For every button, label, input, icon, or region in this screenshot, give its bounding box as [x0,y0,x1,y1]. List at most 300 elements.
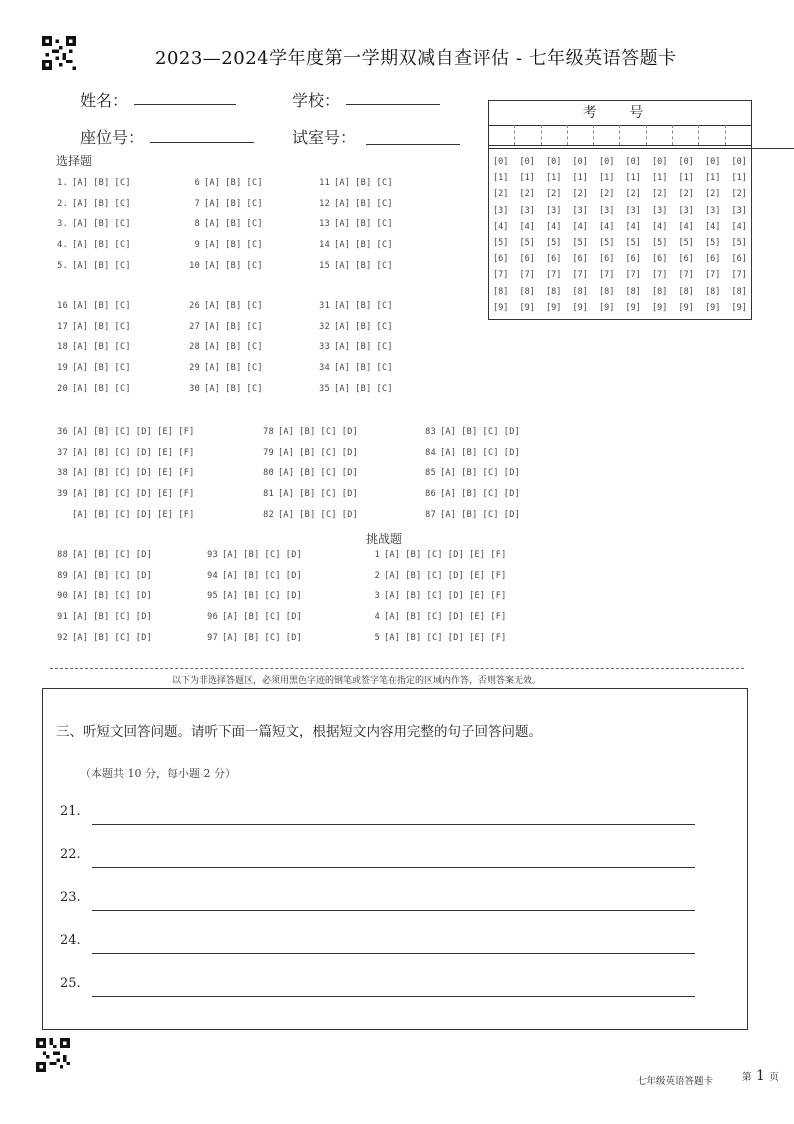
answer-bubble[interactable]: [D] [285,632,303,643]
exam-id-bubble[interactable]: [4] [519,221,535,232]
answer-bubble[interactable]: [C] [114,342,131,353]
exam-id-bubble[interactable]: [3] [625,205,641,216]
answer-bubble[interactable]: [C] [246,198,263,209]
exam-id-bubble[interactable]: [3] [599,205,615,216]
exam-id-bubble[interactable]: [8] [652,286,668,297]
answer-bubble[interactable]: [D] [135,447,153,458]
answer-bubble[interactable]: [B] [93,219,110,230]
exam-id-bubble[interactable]: [8] [599,286,615,297]
exam-id-bubble[interactable]: [5] [678,238,694,248]
answer-bubble[interactable]: [A] [334,321,351,332]
exam-id-bubble[interactable]: [3] [652,205,668,216]
answer-bubble[interactable]: [B] [461,509,478,520]
exam-id-bubble[interactable]: [5] [599,238,615,248]
answer-bubble[interactable]: [D] [135,570,153,581]
answer-bubble[interactable]: [D] [447,632,465,643]
answer-bubble[interactable]: [B] [93,509,110,520]
exam-id-bubble[interactable]: [6] [572,254,588,265]
answer-bubble[interactable]: [C] [426,591,443,602]
exam-id-bubble[interactable]: [3] [493,205,509,216]
answer-bubble[interactable]: [A] [278,447,295,458]
answer-bubble[interactable]: [C] [246,219,263,230]
exam-id-bubble[interactable]: [8] [678,286,694,297]
answer-bubble[interactable]: [C] [264,591,281,602]
answer-bubble[interactable]: [A] [204,383,221,394]
exam-id-bubble[interactable]: [2] [731,189,747,200]
exam-id-bubble[interactable]: [7] [625,270,641,281]
exam-id-bubble[interactable]: [3] [678,205,694,216]
answer-bubble[interactable]: [C] [114,219,131,230]
answer-line-22[interactable] [92,867,695,868]
answer-bubble[interactable]: [F] [490,612,507,623]
exam-id-bubble[interactable]: [5] [546,238,562,248]
answer-bubble[interactable]: [C] [376,178,393,188]
answer-bubble[interactable]: [B] [225,260,242,271]
answer-bubble[interactable]: [B] [225,321,242,332]
answer-bubble[interactable]: [E] [469,550,486,560]
answer-bubble[interactable]: [C] [114,363,131,374]
answer-bubble[interactable]: [A] [72,550,89,560]
answer-bubble[interactable]: [C] [114,509,131,520]
exam-id-bubble[interactable]: [6] [678,254,694,265]
answer-bubble[interactable]: [A] [222,550,239,560]
answer-bubble[interactable]: [D] [341,489,359,500]
answer-bubble[interactable]: [F] [178,509,195,520]
answer-bubble[interactable]: [C] [376,321,393,332]
exam-id-bubble[interactable]: [4] [731,221,747,232]
answer-bubble[interactable]: [A] [334,178,351,188]
answer-bubble[interactable]: [B] [225,219,242,230]
answer-bubble[interactable]: [B] [225,198,242,209]
exam-id-bubble[interactable]: [8] [519,286,535,297]
name-field[interactable] [134,104,236,105]
exam-id-bubble[interactable]: [6] [519,254,535,265]
answer-bubble[interactable]: [C] [482,427,499,437]
answer-bubble[interactable]: [C] [114,301,131,311]
answer-bubble[interactable]: [A] [384,612,401,623]
exam-id-bubble[interactable]: [1] [519,173,535,184]
answer-bubble[interactable]: [D] [135,550,153,560]
answer-bubble[interactable]: [A] [440,447,457,458]
answer-bubble[interactable]: [C] [320,427,337,437]
room-field[interactable] [366,144,460,145]
exam-id-bubble[interactable]: [3] [705,205,721,216]
answer-bubble[interactable]: [A] [204,363,221,374]
answer-bubble[interactable]: [C] [114,591,131,602]
answer-bubble[interactable]: [C] [114,198,131,209]
answer-line-23[interactable] [92,910,695,911]
answer-bubble[interactable]: [A] [204,342,221,353]
answer-bubble[interactable]: [C] [482,468,499,479]
exam-id-bubble[interactable]: [4] [493,221,509,232]
answer-bubble[interactable]: [C] [114,570,131,581]
answer-bubble[interactable]: [A] [72,219,89,230]
exam-id-bubble[interactable]: [0] [599,157,615,167]
answer-bubble[interactable]: [A] [384,591,401,602]
exam-id-bubble[interactable]: [0] [731,157,747,167]
answer-bubble[interactable]: [D] [135,468,153,479]
exam-id-bubble[interactable]: [8] [705,286,721,297]
exam-id-bubble[interactable]: [2] [625,189,641,200]
answer-bubble[interactable]: [B] [93,260,110,271]
answer-bubble[interactable]: [A] [72,489,89,500]
exam-id-bubble[interactable]: [2] [493,189,509,200]
answer-bubble[interactable]: [B] [93,198,110,209]
answer-bubble[interactable]: [D] [341,447,359,458]
answer-bubble[interactable]: [C] [114,240,131,251]
answer-bubble[interactable]: [A] [204,219,221,230]
answer-bubble[interactable]: [B] [299,427,316,437]
answer-bubble[interactable]: [A] [222,591,239,602]
answer-bubble[interactable]: [C] [246,260,263,271]
answer-bubble[interactable]: [A] [440,489,457,500]
answer-bubble[interactable]: [D] [447,591,465,602]
answer-bubble[interactable]: [F] [490,632,507,643]
answer-bubble[interactable]: [D] [503,427,521,437]
answer-bubble[interactable]: [A] [72,591,89,602]
exam-id-bubble[interactable]: [3] [546,205,562,216]
answer-bubble[interactable]: [C] [376,301,393,311]
exam-id-bubble[interactable]: [6] [625,254,641,265]
answer-bubble[interactable]: [A] [72,447,89,458]
answer-bubble[interactable]: [B] [225,240,242,251]
answer-bubble[interactable]: [E] [157,427,174,437]
answer-bubble[interactable]: [C] [264,612,281,623]
exam-id-bubble[interactable]: [0] [493,157,509,167]
answer-bubble[interactable]: [A] [384,570,401,581]
answer-line-24[interactable] [92,953,695,954]
answer-bubble[interactable]: [B] [225,383,242,394]
answer-bubble[interactable]: [A] [72,632,89,643]
answer-bubble[interactable]: [B] [93,383,110,394]
exam-id-bubble[interactable]: [5] [493,238,509,248]
answer-bubble[interactable]: [B] [405,612,422,623]
answer-bubble[interactable]: [B] [93,612,110,623]
answer-bubble[interactable]: [A] [204,301,221,311]
exam-id-bubble[interactable]: [5] [652,238,668,248]
answer-bubble[interactable]: [C] [114,260,131,271]
answer-bubble[interactable]: [D] [503,489,521,500]
exam-id-bubble[interactable]: [1] [705,173,721,184]
exam-id-bubble[interactable]: [3] [731,205,747,216]
exam-id-bubble[interactable]: [4] [678,221,694,232]
answer-bubble[interactable]: [B] [93,178,110,188]
answer-bubble[interactable]: [C] [264,550,281,560]
answer-bubble[interactable]: [F] [490,550,507,560]
answer-bubble[interactable]: [E] [469,570,486,581]
answer-bubble[interactable]: [D] [503,468,521,479]
answer-bubble[interactable]: [D] [285,612,303,623]
answer-bubble[interactable]: [D] [135,509,153,520]
answer-bubble[interactable]: [D] [135,427,153,437]
answer-bubble[interactable]: [C] [114,550,131,560]
answer-bubble[interactable]: [A] [204,178,221,188]
exam-id-cells[interactable] [489,125,751,146]
exam-id-bubble[interactable]: [1] [678,173,694,184]
answer-bubble[interactable]: [C] [482,447,499,458]
exam-id-bubble[interactable]: [1] [546,173,562,184]
answer-bubble[interactable]: [C] [264,632,281,643]
exam-id-bubble[interactable]: [7] [705,270,721,281]
answer-bubble[interactable]: [E] [157,447,174,458]
answer-bubble[interactable]: [B] [93,363,110,374]
answer-bubble[interactable]: [C] [482,509,499,520]
answer-bubble[interactable]: [A] [72,321,89,332]
answer-bubble[interactable]: [D] [503,447,521,458]
exam-id-bubble[interactable]: [6] [599,254,615,265]
answer-bubble[interactable]: [A] [204,321,221,332]
exam-id-bubble[interactable]: [4] [625,221,641,232]
answer-bubble[interactable]: [B] [405,591,422,602]
exam-id-bubble[interactable]: [6] [705,254,721,265]
answer-bubble[interactable]: [D] [341,468,359,479]
exam-id-bubble[interactable]: [4] [599,221,615,232]
answer-bubble[interactable]: [B] [93,321,110,332]
answer-bubble[interactable]: [A] [72,468,89,479]
answer-bubble[interactable]: [A] [278,468,295,479]
answer-bubble[interactable]: [B] [355,260,372,271]
answer-bubble[interactable]: [C] [320,509,337,520]
answer-bubble[interactable]: [C] [246,301,263,311]
answer-bubble[interactable]: [D] [341,427,359,437]
exam-id-bubble[interactable]: [0] [705,157,721,167]
answer-bubble[interactable]: [B] [243,591,260,602]
answer-bubble[interactable]: [A] [72,198,89,209]
answer-bubble[interactable]: [A] [334,342,351,353]
answer-bubble[interactable]: [A] [72,383,89,394]
exam-id-bubble[interactable]: [9] [572,302,588,313]
answer-bubble[interactable]: [B] [355,342,372,353]
answer-bubble[interactable]: [B] [93,489,110,500]
exam-id-bubble[interactable]: [1] [625,173,641,184]
exam-id-bubble[interactable]: [3] [572,205,588,216]
exam-id-bubble[interactable]: [9] [546,302,562,313]
answer-bubble[interactable]: [C] [426,612,443,623]
answer-bubble[interactable]: [E] [469,612,486,623]
answer-bubble[interactable]: [A] [334,240,351,251]
exam-id-bubble[interactable]: [0] [625,157,641,167]
exam-id-bubble[interactable]: [9] [731,302,747,313]
answer-bubble[interactable]: [A] [278,509,295,520]
answer-bubble[interactable]: [B] [355,301,372,311]
answer-bubble[interactable]: [C] [376,219,393,230]
answer-bubble[interactable]: [C] [246,240,263,251]
exam-id-bubble[interactable]: [4] [705,221,721,232]
answer-bubble[interactable]: [B] [243,570,260,581]
exam-id-bubble[interactable]: [7] [678,270,694,281]
answer-bubble[interactable]: [B] [93,570,110,581]
answer-bubble[interactable]: [B] [93,550,110,560]
answer-bubble[interactable]: [B] [355,178,372,188]
exam-id-bubble[interactable]: [5] [731,238,747,248]
answer-bubble[interactable]: [B] [405,570,422,581]
answer-bubble[interactable]: [C] [376,342,393,353]
exam-id-bubble[interactable]: [9] [625,302,641,313]
answer-bubble[interactable]: [E] [157,509,174,520]
answer-bubble[interactable]: [B] [355,363,372,374]
answer-bubble[interactable]: [D] [447,612,465,623]
exam-id-bubble[interactable]: [1] [572,173,588,184]
exam-id-bubble[interactable]: [5] [519,238,535,248]
exam-id-bubble[interactable]: [2] [652,189,668,200]
answer-bubble[interactable]: [F] [490,591,507,602]
answer-bubble[interactable]: [D] [447,570,465,581]
answer-bubble[interactable]: [A] [334,383,351,394]
exam-id-bubble[interactable]: [6] [493,254,509,265]
answer-bubble[interactable]: [A] [222,612,239,623]
answer-bubble[interactable]: [B] [225,301,242,311]
exam-id-bubble[interactable]: [4] [546,221,562,232]
answer-bubble[interactable]: [A] [334,301,351,311]
exam-id-bubble[interactable]: [5] [705,238,721,248]
answer-bubble[interactable]: [C] [114,427,131,437]
answer-bubble[interactable]: [E] [157,489,174,500]
exam-id-bubble[interactable]: [2] [599,189,615,200]
answer-line-21[interactable] [92,824,695,825]
answer-bubble[interactable]: [F] [178,468,195,479]
answer-bubble[interactable]: [C] [320,447,337,458]
answer-bubble[interactable]: [A] [204,260,221,271]
answer-bubble[interactable]: [C] [320,489,337,500]
answer-bubble[interactable]: [C] [320,468,337,479]
answer-bubble[interactable]: [B] [299,509,316,520]
answer-bubble[interactable]: [B] [461,427,478,437]
answer-bubble[interactable]: [A] [72,570,89,581]
answer-bubble[interactable]: [A] [440,509,457,520]
answer-bubble[interactable]: [D] [135,591,153,602]
answer-bubble[interactable]: [C] [114,468,131,479]
answer-bubble[interactable]: [D] [447,550,465,560]
exam-id-bubble[interactable]: [8] [572,286,588,297]
answer-bubble[interactable]: [A] [440,468,457,479]
answer-bubble[interactable]: [F] [178,447,195,458]
answer-bubble[interactable]: [C] [246,178,263,188]
exam-id-bubble[interactable]: [9] [678,302,694,313]
exam-id-bubble[interactable]: [0] [572,157,588,167]
answer-bubble[interactable]: [B] [299,489,316,500]
exam-id-bubble[interactable]: [0] [678,157,694,167]
answer-bubble[interactable]: [D] [285,550,303,560]
exam-id-bubble[interactable]: [8] [625,286,641,297]
exam-id-bubble[interactable]: [2] [519,189,535,200]
answer-bubble[interactable]: [A] [334,198,351,209]
answer-bubble[interactable]: [A] [72,342,89,353]
answer-bubble[interactable]: [D] [285,591,303,602]
answer-bubble[interactable]: [E] [469,632,486,643]
answer-bubble[interactable]: [B] [355,219,372,230]
exam-id-bubble[interactable]: [6] [652,254,668,265]
answer-bubble[interactable]: [A] [278,489,295,500]
answer-bubble[interactable]: [A] [334,219,351,230]
answer-bubble[interactable]: [D] [135,632,153,643]
exam-id-bubble[interactable]: [9] [705,302,721,313]
answer-bubble[interactable]: [C] [114,612,131,623]
answer-bubble[interactable]: [A] [278,427,295,437]
exam-id-bubble[interactable]: [7] [519,270,535,281]
exam-id-bubble[interactable]: [1] [652,173,668,184]
exam-id-bubble[interactable]: [7] [572,270,588,281]
answer-bubble[interactable]: [B] [93,468,110,479]
answer-bubble[interactable]: [D] [285,570,303,581]
answer-bubble[interactable]: [C] [426,632,443,643]
answer-bubble[interactable]: [C] [246,363,263,374]
answer-bubble[interactable]: [C] [376,198,393,209]
answer-bubble[interactable]: [A] [72,178,89,188]
answer-bubble[interactable]: [C] [376,383,393,394]
answer-bubble[interactable]: [B] [93,240,110,251]
exam-id-bubble[interactable]: [9] [652,302,668,313]
answer-bubble[interactable]: [B] [461,447,478,458]
answer-bubble[interactable]: [B] [93,591,110,602]
answer-bubble[interactable]: [C] [376,363,393,374]
answer-bubble[interactable]: [B] [93,301,110,311]
exam-id-bubble[interactable]: [1] [493,173,509,184]
exam-id-bubble[interactable]: [2] [705,189,721,200]
answer-bubble[interactable]: [C] [114,632,131,643]
answer-bubble[interactable]: [C] [482,489,499,500]
exam-id-bubble[interactable]: [7] [599,270,615,281]
exam-id-bubble[interactable]: [6] [731,254,747,265]
answer-bubble[interactable]: [F] [178,489,195,500]
answer-bubble[interactable]: [C] [426,550,443,560]
answer-bubble[interactable]: [B] [299,468,316,479]
answer-bubble[interactable]: [A] [222,632,239,643]
exam-id-bubble[interactable]: [7] [546,270,562,281]
answer-bubble[interactable]: [C] [426,570,443,581]
answer-bubble[interactable]: [B] [93,632,110,643]
answer-bubble[interactable]: [B] [355,383,372,394]
answer-bubble[interactable]: [B] [405,550,422,560]
exam-id-bubble[interactable]: [2] [678,189,694,200]
exam-id-bubble[interactable]: [2] [572,189,588,200]
answer-bubble[interactable]: [C] [114,447,131,458]
exam-id-bubble[interactable]: [3] [519,205,535,216]
answer-bubble[interactable]: [E] [469,591,486,602]
exam-id-bubble[interactable]: [9] [519,302,535,313]
answer-bubble[interactable]: [B] [93,447,110,458]
answer-bubble[interactable]: [B] [93,342,110,353]
answer-bubble[interactable]: [E] [157,468,174,479]
answer-bubble[interactable]: [B] [225,178,242,188]
answer-bubble[interactable]: [C] [246,321,263,332]
answer-bubble[interactable]: [A] [72,612,89,623]
answer-bubble[interactable]: [B] [225,363,242,374]
exam-id-bubble[interactable]: [1] [599,173,615,184]
answer-bubble[interactable]: [B] [243,612,260,623]
exam-id-bubble[interactable]: [9] [493,302,509,313]
seat-field[interactable] [150,142,254,143]
answer-bubble[interactable]: [D] [503,509,521,520]
answer-bubble[interactable]: [D] [341,509,359,520]
answer-bubble[interactable]: [A] [72,240,89,251]
answer-bubble[interactable]: [C] [246,383,263,394]
answer-bubble[interactable]: [C] [246,342,263,353]
exam-id-bubble[interactable]: [1] [731,173,747,184]
answer-bubble[interactable]: [A] [384,632,401,643]
answer-bubble[interactable]: [F] [490,570,507,581]
answer-bubble[interactable]: [A] [72,509,89,520]
school-field[interactable] [346,104,440,105]
answer-bubble[interactable]: [A] [334,363,351,374]
answer-bubble[interactable]: [A] [222,570,239,581]
exam-id-bubble[interactable]: [7] [731,270,747,281]
exam-id-bubble[interactable]: [8] [731,286,747,297]
exam-id-bubble[interactable]: [4] [572,221,588,232]
answer-bubble[interactable]: [D] [135,489,153,500]
answer-bubble[interactable]: [B] [461,489,478,500]
answer-bubble[interactable]: [F] [178,427,195,437]
answer-bubble[interactable]: [A] [72,427,89,437]
